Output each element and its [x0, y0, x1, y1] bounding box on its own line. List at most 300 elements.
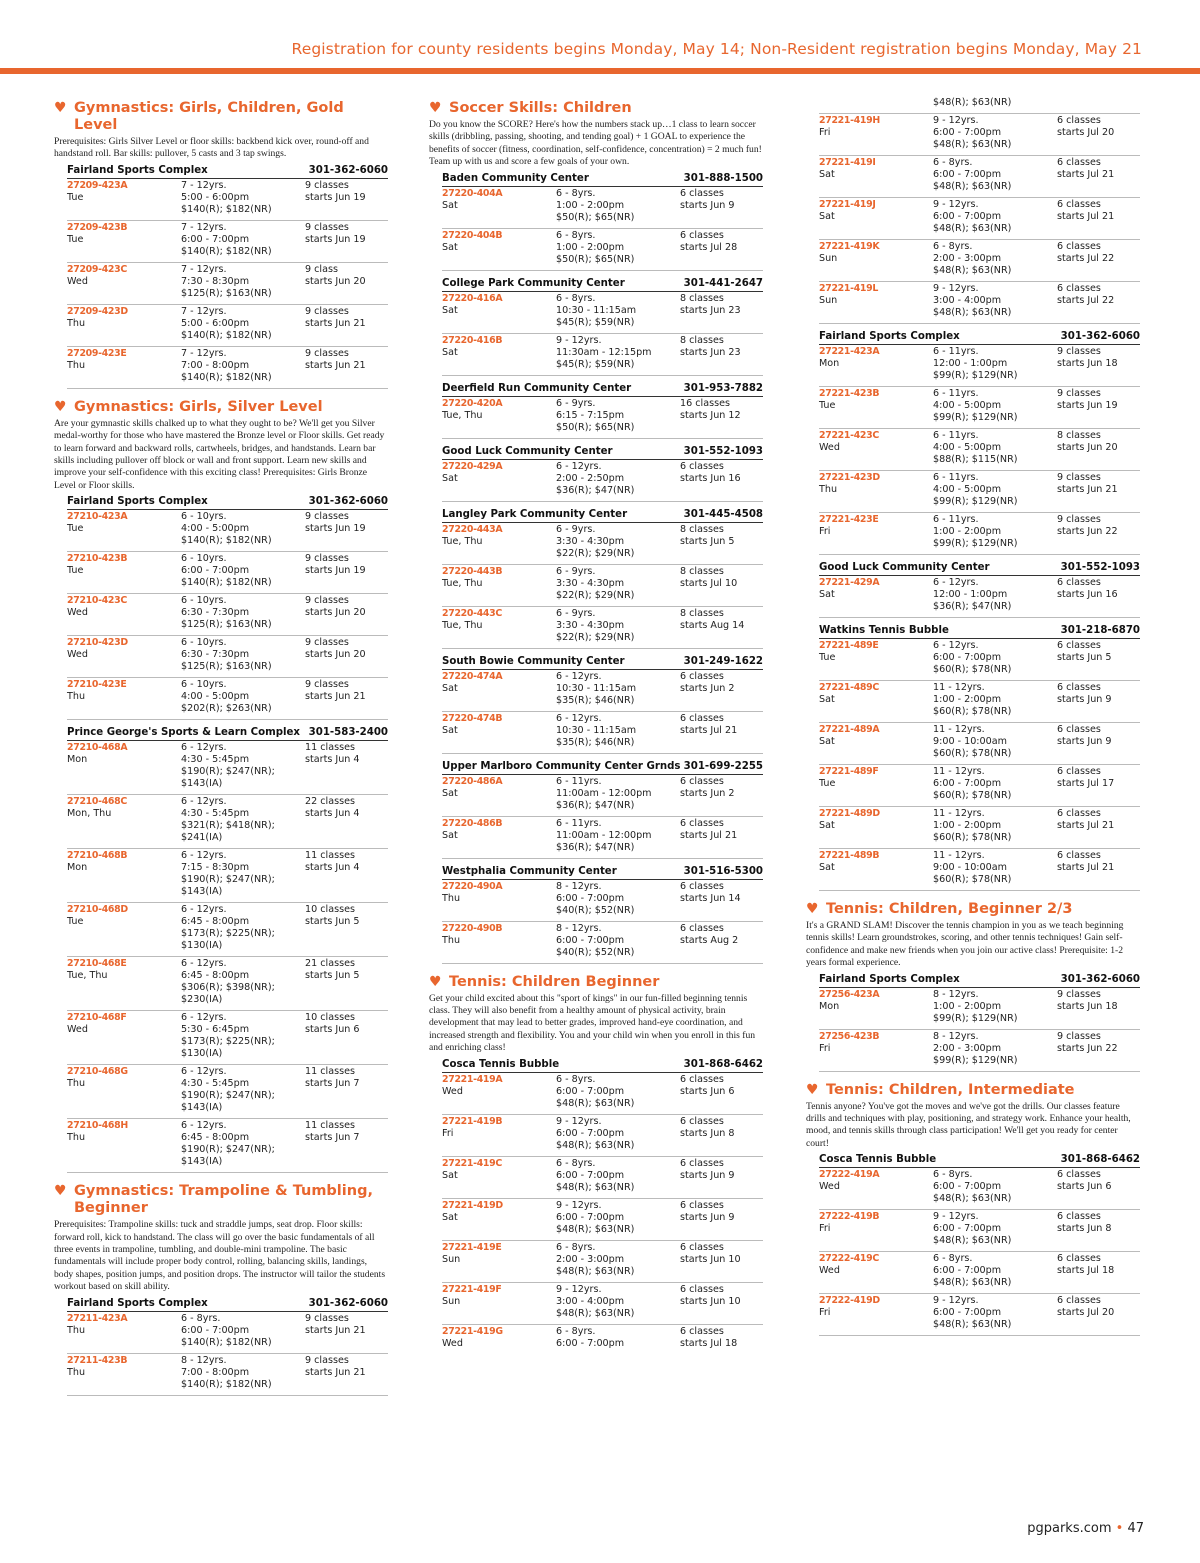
class-code[interactable]: 27209-423D [67, 305, 128, 317]
class-count: 6 classes [1057, 640, 1101, 651]
class-time: 1:00 - 2:00pm [556, 199, 625, 211]
class-fee: $202(R); $263(NR) [181, 703, 272, 715]
class-days: Tue, Thu [442, 619, 483, 631]
class-code[interactable]: 27221-419L [819, 283, 879, 294]
class-days: Mon, Thu [67, 808, 112, 820]
class-fee: $22(R); $29(NR) [556, 589, 635, 601]
class-code[interactable]: 27221-423E [819, 514, 879, 525]
class-count: 6 classes [1057, 1169, 1101, 1181]
location-name: Upper Marlboro Community Center Grnds [442, 760, 681, 772]
class-start: starts Jun 21 [305, 1324, 366, 1336]
class-count: 8 classes [680, 565, 724, 577]
class-time: 4:00 - 5:00pm [181, 691, 250, 703]
class-start: starts Jun 19 [305, 565, 366, 577]
class-age: 6 - 11yrs. [933, 514, 979, 525]
column-3 [806, 96, 1140, 1342]
class-code[interactable]: 27211-423B [67, 1354, 128, 1366]
class-days: Wed [67, 607, 88, 619]
class-code[interactable]: 27221-489F [819, 766, 879, 777]
heart-icon: ♥ [429, 100, 442, 116]
class-days: Thu [819, 484, 838, 495]
class-days: Tue [819, 400, 836, 411]
class-row [67, 1119, 388, 1173]
class-code[interactable]: 27220-429A [442, 460, 503, 472]
class-fee: $48(R); $63(NR) [933, 307, 1012, 318]
location-phone: 301-516-5300 [683, 865, 763, 877]
class-code[interactable]: 27221-423B [819, 388, 880, 399]
class-days: Sat [819, 169, 835, 180]
location-phone: 301-249-1622 [683, 655, 763, 667]
class-count: 6 classes [1057, 1211, 1101, 1223]
class-row [819, 114, 1140, 156]
class-start: starts Aug 2 [680, 934, 739, 946]
class-start: starts Jun 21 [305, 359, 366, 371]
location-name: Deerfield Run Community Center [442, 382, 632, 394]
class-code[interactable]: 27220-420A [442, 397, 503, 409]
class-start: starts Jul 18 [680, 1337, 738, 1349]
location-header [442, 277, 763, 292]
class-fee: $99(R); $129(NR) [933, 1012, 1018, 1024]
class-count: 6 classes [1057, 577, 1101, 588]
class-row [819, 198, 1140, 240]
class-code[interactable]: 27210-468C [67, 796, 127, 808]
class-age: 6 - 8yrs. [556, 1157, 596, 1169]
class-start: starts Jun 5 [305, 970, 360, 982]
class-days: Mon [819, 358, 840, 369]
class-days: Sat [819, 694, 835, 705]
class-start: starts Jun 8 [1057, 1223, 1112, 1235]
class-days: Sun [442, 1253, 461, 1265]
class-count: 9 classes [1057, 472, 1101, 483]
class-start: starts Jul 21 [680, 829, 738, 841]
class-start: starts Jun 22 [1057, 526, 1118, 537]
class-days: Thu [67, 1078, 86, 1090]
class-row [67, 741, 388, 795]
class-age: 6 - 8yrs. [556, 1241, 596, 1253]
class-time: 6:00 - 7:00pm [933, 778, 1002, 789]
class-age: 8 - 12yrs. [181, 1354, 227, 1366]
class-count: 8 classes [680, 292, 724, 304]
class-days: Sat [442, 199, 458, 211]
class-age: 8 - 12yrs. [556, 922, 602, 934]
class-fee: $173(R); $225(NR); $130(IA) [181, 928, 275, 952]
class-row [442, 187, 763, 229]
class-fee: $173(R); $225(NR); $130(IA) [181, 1036, 275, 1060]
class-row [67, 594, 388, 636]
location-name: Watkins Tennis Bubble [819, 625, 949, 636]
section-title-text: Gymnastics: Girls, Children, Gold Level [74, 100, 344, 133]
location-phone: 301-699-2255 [683, 760, 763, 772]
section-title [54, 399, 388, 416]
class-code[interactable]: 27221-489B [819, 850, 880, 861]
class-code[interactable]: 27221-419C [442, 1157, 502, 1169]
class-code[interactable]: 27220-486A [442, 775, 503, 787]
class-code[interactable]: 27221-419E [442, 1241, 502, 1253]
class-code[interactable]: 27221-419A [442, 1073, 503, 1085]
location-phone: 301-362-6060 [1060, 973, 1140, 985]
class-fee: $45(R); $59(NR) [556, 358, 635, 370]
location-phone: 301-953-7882 [683, 382, 763, 394]
class-time: 6:00 - 7:00pm [933, 1181, 1002, 1193]
class-age: 6 - 12yrs. [181, 796, 227, 808]
location-header [442, 760, 763, 775]
class-age: 6 - 11yrs. [556, 775, 602, 787]
class-time: 1:00 - 2:00pm [933, 820, 1002, 831]
class-row [442, 334, 763, 376]
class-code[interactable]: 27220-416B [442, 334, 503, 346]
spacer [806, 1336, 1140, 1342]
class-age: 6 - 10yrs. [181, 679, 227, 691]
class-age: 6 - 10yrs. [181, 553, 227, 565]
class-time: 12:00 - 1:00pm [933, 589, 1008, 600]
class-code[interactable]: 27210-423D [67, 637, 128, 649]
class-count: 10 classes [305, 904, 355, 916]
class-count: 11 classes [305, 850, 355, 862]
class-days: Tue [819, 652, 836, 663]
class-time: 9:00 - 10:00am [933, 736, 1007, 747]
class-code[interactable]: 27210-468B [67, 850, 128, 862]
spacer [806, 891, 1140, 897]
class-days: Sat [819, 211, 835, 222]
class-age: 9 - 12yrs. [556, 334, 602, 346]
class-age: 6 - 12yrs. [181, 850, 227, 862]
class-count: 10 classes [305, 1012, 355, 1024]
location-header [819, 561, 1140, 576]
heart-icon: ♥ [54, 100, 67, 116]
class-fee: $48(R); $63(NR) [933, 1193, 1012, 1205]
class-count: 6 classes [1057, 850, 1101, 861]
class-age: 6 - 12yrs. [181, 1066, 227, 1078]
class-row [442, 1073, 763, 1115]
program-section [429, 974, 763, 1055]
class-code[interactable]: 27221-419F [442, 1283, 502, 1295]
class-days: Sat [442, 241, 458, 253]
location-phone: 301-445-4508 [683, 508, 763, 520]
class-days: Sat [442, 1211, 458, 1223]
class-code[interactable]: 27220-443B [442, 565, 503, 577]
class-row [67, 221, 388, 263]
class-count: 8 classes [680, 334, 724, 346]
class-code[interactable]: 27220-490A [442, 880, 503, 892]
class-row [67, 305, 388, 347]
class-code[interactable]: 27220-416A [442, 292, 503, 304]
class-age: 11 - 12yrs. [933, 724, 985, 735]
class-code[interactable]: 27221-419K [819, 241, 880, 252]
class-start: starts Jun 20 [305, 275, 366, 287]
class-row [67, 957, 388, 1011]
class-code[interactable]: 27220-474A [442, 670, 503, 682]
class-start: starts Jun 22 [1057, 1042, 1118, 1054]
class-row [67, 263, 388, 305]
class-days: Wed [67, 275, 88, 287]
class-row [442, 229, 763, 271]
class-fee: $60(R); $78(NR) [933, 832, 1012, 843]
class-row [819, 1168, 1140, 1210]
class-days: Wed [67, 649, 88, 661]
class-code[interactable]: 27256-423B [819, 1030, 880, 1042]
class-code[interactable]: 27221-419G [442, 1325, 503, 1337]
class-days: Sun [819, 295, 838, 306]
class-time: 11:00am - 12:00pm [556, 787, 652, 799]
class-age: 6 - 9yrs. [556, 397, 596, 409]
class-fee: $60(R); $78(NR) [933, 664, 1012, 675]
class-code[interactable]: 27210-423B [67, 553, 128, 565]
section-title [806, 901, 1140, 918]
class-code[interactable]: 27209-423A [67, 179, 128, 191]
class-code[interactable]: 27209-423E [67, 347, 127, 359]
class-age: 6 - 10yrs. [181, 595, 227, 607]
class-time: 5:30 - 6:45pm [181, 1024, 250, 1036]
location-name: South Bowie Community Center [442, 655, 625, 667]
section-title-text: Tennis: Children, Beginner 2/3 [826, 901, 1073, 917]
spacer [806, 1072, 1140, 1078]
class-row [819, 1210, 1140, 1252]
class-count: 6 classes [1057, 1295, 1101, 1307]
section-description: Get your child excited about this "sport of kings" in our fun-filled beginning tennis class. They will also benefit from a healthy amount of physical activity, brain development that may lead to better grades, improved hand-eye coordination, and increased strength and flexibility. You and your child win when you enroll in this fun and enriching class! [429, 992, 756, 1054]
location-block [442, 172, 763, 271]
class-code[interactable]: 27221-489D [819, 808, 880, 819]
class-code[interactable]: 27221-423D [819, 472, 880, 483]
class-days: Sat [819, 589, 835, 600]
class-days: Wed [819, 442, 840, 453]
class-fee: $48(R); $63(NR) [933, 1277, 1012, 1289]
class-code[interactable]: 27209-423C [67, 263, 127, 275]
class-count: 9 classes [1057, 514, 1101, 525]
heart-icon: ♥ [54, 1183, 67, 1200]
class-code[interactable]: 27220-443C [442, 607, 502, 619]
footer-separator: • [1115, 1521, 1124, 1536]
location-name: Good Luck Community Center [442, 445, 613, 457]
class-time: 6:00 - 7:00pm [933, 1265, 1002, 1277]
class-count: 6 classes [1057, 682, 1101, 693]
class-fee: $48(R); $63(NR) [556, 1097, 635, 1109]
class-row [442, 1115, 763, 1157]
class-age: 6 - 12yrs. [933, 640, 979, 651]
class-code[interactable]: 27221-489E [819, 640, 879, 651]
class-count: 6 classes [680, 1199, 724, 1211]
class-time: 6:15 - 7:15pm [556, 409, 625, 421]
class-time: 6:00 - 7:00pm [933, 127, 1002, 138]
class-fee: $35(R); $46(NR) [556, 694, 635, 706]
class-time: 6:45 - 8:00pm [181, 916, 250, 928]
class-time: 6:00 - 7:00pm [556, 1337, 625, 1349]
class-time: 1:00 - 2:00pm [933, 694, 1002, 705]
class-code[interactable]: 27211-423A [67, 1312, 128, 1324]
class-row [819, 240, 1140, 282]
column-2 [429, 96, 763, 1360]
class-row [67, 1354, 388, 1396]
class-row [442, 1199, 763, 1241]
class-time: 1:00 - 2:00pm [556, 241, 625, 253]
class-fee: $36(R); $47(NR) [556, 484, 635, 496]
class-count: 9 classes [1057, 988, 1101, 1000]
class-code[interactable]: 27221-419B [442, 1115, 503, 1127]
section-title [429, 100, 763, 117]
class-row [819, 639, 1140, 681]
location-header [442, 1058, 763, 1073]
class-fee: $36(R); $47(NR) [556, 841, 635, 853]
class-code[interactable]: 27220-404A [442, 187, 503, 199]
class-time: 3:00 - 4:00pm [933, 295, 1002, 306]
class-age: 6 - 12yrs. [181, 742, 227, 754]
class-code[interactable]: 27210-468D [67, 904, 128, 916]
class-start: starts Jul 21 [1057, 211, 1115, 222]
location-block [442, 655, 763, 754]
class-code[interactable]: 27221-419I [819, 157, 876, 168]
class-fee: $190(R); $247(NR); $143(IA) [181, 874, 275, 898]
class-days: Sat [819, 862, 835, 873]
class-start: starts Jun 5 [680, 535, 735, 547]
location-name: Baden Community Center [442, 172, 589, 184]
section-title-text: Gymnastics: Girls, Silver Level [74, 398, 323, 415]
class-code[interactable]: 27210-468F [67, 1012, 127, 1024]
class-code[interactable]: 27221-489C [819, 682, 879, 693]
class-code[interactable]: 27221-419H [819, 115, 880, 126]
class-start: starts Jun 18 [1057, 358, 1118, 369]
class-row [819, 988, 1140, 1030]
class-fee: $22(R); $29(NR) [556, 631, 635, 643]
class-time: 1:00 - 2:00pm [933, 526, 1002, 537]
class-days: Sat [442, 304, 458, 316]
class-row [442, 817, 763, 859]
class-code[interactable]: 27221-419D [442, 1199, 503, 1211]
section-title [806, 1082, 1140, 1099]
class-fee: $48(R); $63(NR) [556, 1223, 635, 1235]
class-code[interactable]: 27210-468G [67, 1066, 128, 1078]
class-days: Tue [67, 191, 84, 203]
location-phone: 301-583-2400 [308, 727, 388, 739]
class-time: 6:00 - 7:00pm [933, 211, 1002, 222]
spacer [429, 1354, 763, 1360]
class-start: starts Jun 18 [1057, 1000, 1118, 1012]
class-code[interactable]: 27222-419C [819, 1253, 879, 1265]
class-start: starts Jun 8 [680, 1127, 735, 1139]
class-fee: $48(R); $63(NR) [933, 1235, 1012, 1247]
section-title [54, 100, 388, 134]
class-fee: $140(R); $182(NR) [181, 1336, 272, 1348]
class-time: 6:00 - 7:00pm [556, 1127, 625, 1139]
class-code[interactable]: 27210-423A [67, 511, 128, 523]
class-time: 2:00 - 3:00pm [933, 253, 1002, 264]
class-fee: $140(R); $182(NR) [181, 371, 272, 383]
class-code[interactable]: 27220-490B [442, 922, 503, 934]
class-row [442, 1283, 763, 1325]
class-row [442, 712, 763, 754]
class-days: Sat [442, 829, 458, 841]
class-age: 6 - 12yrs. [181, 1120, 227, 1132]
class-age: 6 - 9yrs. [556, 607, 596, 619]
class-row [67, 179, 388, 221]
class-start: starts Jun 2 [680, 787, 735, 799]
class-code[interactable]: 27210-468A [67, 742, 128, 754]
location-name: Fairland Sports Complex [67, 164, 208, 176]
class-days: Fri [819, 1223, 831, 1235]
class-code[interactable]: 27210-423E [67, 679, 127, 691]
class-days: Fri [819, 526, 831, 537]
program-section [54, 100, 388, 161]
class-age: 6 - 8yrs. [556, 1073, 596, 1085]
class-code[interactable]: 27221-489A [819, 724, 880, 735]
class-time: 3:00 - 4:00pm [556, 1295, 625, 1307]
section-description: Tennis anyone? You've got the moves and we've got the drills. Our classes feature drills and techniques with play, positioning, and strategy work. Enhance your health, mood, and tennis skills through class participation! We'll get you ready for center court! [806, 1100, 1131, 1149]
class-age: 6 - 10yrs. [181, 511, 227, 523]
location-block [67, 164, 388, 389]
location-header [442, 445, 763, 460]
class-days: Thu [67, 691, 86, 703]
class-fee: $48(R); $63(NR) [933, 97, 1012, 108]
class-days: Tue [67, 916, 84, 928]
class-row [819, 429, 1140, 471]
class-row [819, 807, 1140, 849]
location-block [442, 445, 763, 502]
class-start: starts Jun 23 [680, 346, 741, 358]
class-time: 6:00 - 7:00pm [181, 233, 250, 245]
class-time: 2:00 - 3:00pm [556, 1253, 625, 1265]
class-age: 11 - 12yrs. [933, 682, 985, 693]
class-start: starts Aug 14 [680, 619, 745, 631]
class-code[interactable]: 27221-419J [819, 199, 876, 210]
class-days: Sat [442, 787, 458, 799]
class-code[interactable]: 27222-419B [819, 1211, 880, 1223]
class-code[interactable]: 27221-423C [819, 430, 879, 441]
class-code[interactable]: 27209-423B [67, 221, 128, 233]
class-time: 12:00 - 1:00pm [933, 358, 1008, 369]
class-time: 6:00 - 7:00pm [933, 1223, 1002, 1235]
class-row [67, 1065, 388, 1119]
class-code[interactable]: 27222-419D [819, 1295, 880, 1307]
class-code[interactable]: 27210-423C [67, 595, 127, 607]
class-age: 6 - 11yrs. [556, 817, 602, 829]
class-fee: $190(R); $247(NR); $143(IA) [181, 1090, 275, 1114]
class-start: starts Jun 21 [305, 317, 366, 329]
class-fee: $60(R); $78(NR) [933, 748, 1012, 759]
class-start: starts Jun 6 [680, 1085, 735, 1097]
class-count: 6 classes [1057, 283, 1101, 294]
class-code[interactable]: 27221-429A [819, 577, 880, 588]
class-code[interactable]: 27220-474B [442, 712, 503, 724]
class-age: 8 - 12yrs. [933, 1030, 979, 1042]
class-time: 6:00 - 7:00pm [556, 1211, 625, 1223]
heart-icon: ♥ [806, 901, 819, 917]
class-code[interactable]: 27222-419A [819, 1169, 880, 1181]
class-age: 6 - 8yrs. [933, 1169, 973, 1181]
class-code[interactable]: 27220-443A [442, 523, 503, 535]
class-time: 4:00 - 5:00pm [933, 442, 1002, 453]
class-count: 11 classes [305, 1120, 355, 1132]
location-header [819, 1153, 1140, 1168]
class-time: 7:15 - 8:30pm [181, 862, 250, 874]
class-code[interactable]: 27210-468E [67, 958, 127, 970]
class-code[interactable]: 27221-423A [819, 346, 880, 357]
class-time: 2:00 - 2:50pm [556, 472, 625, 484]
class-time: 6:00 - 7:00pm [556, 1085, 625, 1097]
class-start: starts Jun 5 [305, 916, 360, 928]
section-description: It's a GRAND SLAM! Discover the tennis champion in you as we teach beginning tennis skills! Learn groundstrokes, scoring, and other tennis techniques! Gain self-confidence and make new friends when you join our active class! Prerequisite: 1-2 years formal experience. [806, 920, 1124, 969]
class-count: 6 classes [680, 460, 724, 472]
class-fee: $125(R); $163(NR) [181, 661, 272, 673]
class-code[interactable]: 27210-468H [67, 1120, 128, 1132]
location-header [819, 330, 1140, 345]
class-time: 4:30 - 5:45pm [181, 754, 250, 766]
section-description: Are your gymnastic skills chalked up to what they ought to be? We'll get you Silver medal-worthy for those who have mastered the Bronze level or Floor skills. Get ready to learn forward and backward rolls, cartwheels, bridges, and handstands. Learn bar skills including pullover off block or wall and front support. Learn new skills and improve your self-confidence with this exciting class! Prerequisites: Girls Bronze Level or Floor skills. [54, 417, 385, 491]
class-age: 7 - 12yrs. [181, 221, 227, 233]
class-code[interactable]: 27220-486B [442, 817, 503, 829]
class-code[interactable]: 27256-423A [819, 988, 880, 1000]
class-days: Thu [442, 892, 461, 904]
class-fee: $140(R); $182(NR) [181, 203, 272, 215]
class-days: Wed [442, 1337, 463, 1349]
class-code[interactable]: 27220-404B [442, 229, 503, 241]
